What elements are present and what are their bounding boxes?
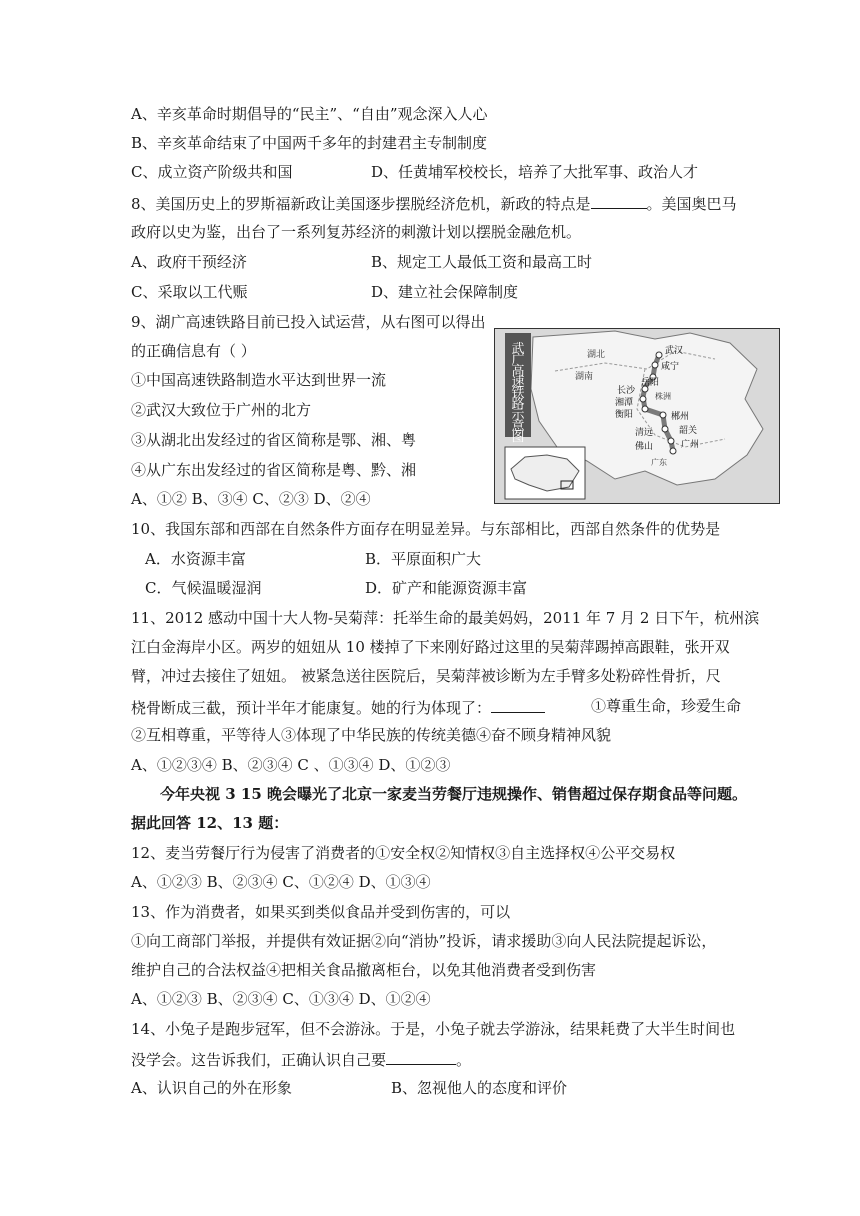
answer-options: A、①② B、③④ C、②③ D、②④ xyxy=(131,490,371,508)
map-title: 武广高速铁路示意图 xyxy=(511,342,525,445)
answer-blank xyxy=(591,192,647,209)
question-text: 政府以史为鉴，出台了一系列复苏经济的刺激计划以摆脱金融危机。 xyxy=(131,223,582,241)
option-line: C、成立资产阶级共和国 xyxy=(131,163,293,181)
statement-list: ①向工商部门举报，并提供有效证据②向“消协”投诉，请求援助③向人民法院提起诉讼， xyxy=(131,932,717,950)
map-label: 清远 xyxy=(635,428,654,438)
question-12: 12、麦当劳餐厅行为侵害了消费者的①安全权②知情权③自主选择权④公平交易权 xyxy=(131,844,676,862)
option-d: D、建立社会保障制度 xyxy=(371,283,519,301)
question-text: 8、美国历史上的罗斯福新政让美国逐步摆脱经济危机，新政的特点是 xyxy=(131,195,591,213)
question-9: 9、湖广高速铁路目前已投入试运营，从右图可以得出 xyxy=(131,313,486,331)
option-b: B、规定工人最低工资和最高工时 xyxy=(371,253,593,271)
map-label: 岳阳 xyxy=(641,378,660,388)
statement-1: ①中国高速铁路制造水平达到世界一流 xyxy=(131,371,387,389)
statement-list: 维护自己的合法权益④把相关食品撤离柜台，以免其他消费者受到伤害 xyxy=(131,961,597,979)
map-label: 广州 xyxy=(681,440,700,450)
option-b: B．平原面积广大 xyxy=(365,550,482,568)
question-text: 。 xyxy=(456,1051,472,1069)
map-label: 咸宁 xyxy=(661,362,680,372)
answer-blank xyxy=(491,696,545,713)
question-text: 江白金海岸小区。两岁的妞妞从 10 楼掉了下来刚好路过这里的吴菊萍踢掉高跟鞋，张开双 xyxy=(131,638,730,656)
question-text: 臂，冲过去接住了妞妞。 被紧急送往医院后，吴菊萍被诊断为左手臂多处粉碎性骨折，尺 xyxy=(131,667,721,685)
option-line: D、任黄埔军校校长，培养了大批军事、政治人才 xyxy=(371,163,699,181)
map-label: 株洲 xyxy=(655,392,671,401)
map-label: 衡阳 xyxy=(615,410,634,420)
answer-blank xyxy=(386,1048,456,1065)
map-label: 湖北 xyxy=(587,350,606,360)
option-d: D．矿产和能源资源丰富 xyxy=(365,579,528,597)
map-label: 长沙 xyxy=(617,386,636,396)
map-label: 佛山 xyxy=(635,442,654,452)
option-c: C．气候温暖湿润 xyxy=(145,579,262,597)
question-text xyxy=(131,1048,471,1070)
map-label: 韶关 xyxy=(679,426,698,436)
passage-intro: 据此回答 12、13 题： xyxy=(131,814,289,832)
option-a: A．水资源丰富 xyxy=(145,550,246,568)
question-10: 10、我国东部和西部在自然条件方面存在明显差异。与东部相比，西部自然条件的优势是 xyxy=(131,520,721,538)
statement-3: ③从湖北出发经过的省区简称是鄂、湘、粤 xyxy=(131,431,417,449)
statement-1: ①尊重生命，珍爱生命 xyxy=(591,697,742,715)
option-line: B、辛亥革命结束了中国两千多年的封建君主专制制度 xyxy=(131,134,488,152)
question-14: 14、小兔子是跑步冠军，但不会游泳。于是，小兔子就去学游泳，结果耗费了大半生时间也 xyxy=(131,1020,736,1038)
answer-options: A、①②③④ B、②③④ C 、①③④ D、①②③ xyxy=(131,756,451,774)
statement-list: ②互相尊重，平等待人③体现了中华民族的传统美德④奋不顾身精神风貌 xyxy=(131,726,612,744)
statement-2: ②武汉大致位于广州的北方 xyxy=(131,401,312,419)
option-b: B、忽视他人的态度和评价 xyxy=(391,1079,568,1097)
option-a: A、认识自己的外在形象 xyxy=(131,1079,292,1097)
question-text: 桡骨断成三截，预计半年才能康复。她的行为体现了： xyxy=(131,699,492,717)
question-8 xyxy=(131,192,737,214)
question-11: 11、2012 感动中国十大人物-吴菊萍：托举生命的最美妈妈，2011 年 7 月 2 日下午，杭州滨 xyxy=(131,609,760,627)
question-text: 没学会。这告诉我们，正确认识自己要 xyxy=(131,1051,387,1069)
option-line: A、辛亥革命时期倡导的“民主”、“自由”观念深入人心 xyxy=(131,105,488,123)
answer-options: A、①②③ B、②③④ C、①②④ D、①③④ xyxy=(131,873,431,891)
map-label: 郴州 xyxy=(671,412,690,422)
map-label: 武汉 xyxy=(665,346,684,356)
option-a: A、政府干预经济 xyxy=(131,253,247,271)
question-text xyxy=(131,696,545,718)
railway-map xyxy=(494,328,780,504)
map-label: 湖南 xyxy=(575,372,594,382)
option-c: C、采取以工代赈 xyxy=(131,283,248,301)
passage-intro: 今年央视 3 15 晚会曝光了北京一家麦当劳餐厅违规操作、销售超过保存期食品等问题。 xyxy=(160,785,747,803)
answer-options: A、①②③ B、②③④ C、①③④ D、①②④ xyxy=(131,990,431,1008)
question-text: 。美国奥巴马 xyxy=(646,195,737,213)
statement-4: ④从广东出发经过的省区简称是粤、黔、湘 xyxy=(131,461,417,479)
map-label: 广东 xyxy=(651,458,667,467)
map-label: 湘潭 xyxy=(615,398,634,408)
question-text: 的正确信息有（ ） xyxy=(131,342,256,360)
question-13: 13、作为消费者，如果买到类似食品并受到伤害的，可以 xyxy=(131,903,511,921)
